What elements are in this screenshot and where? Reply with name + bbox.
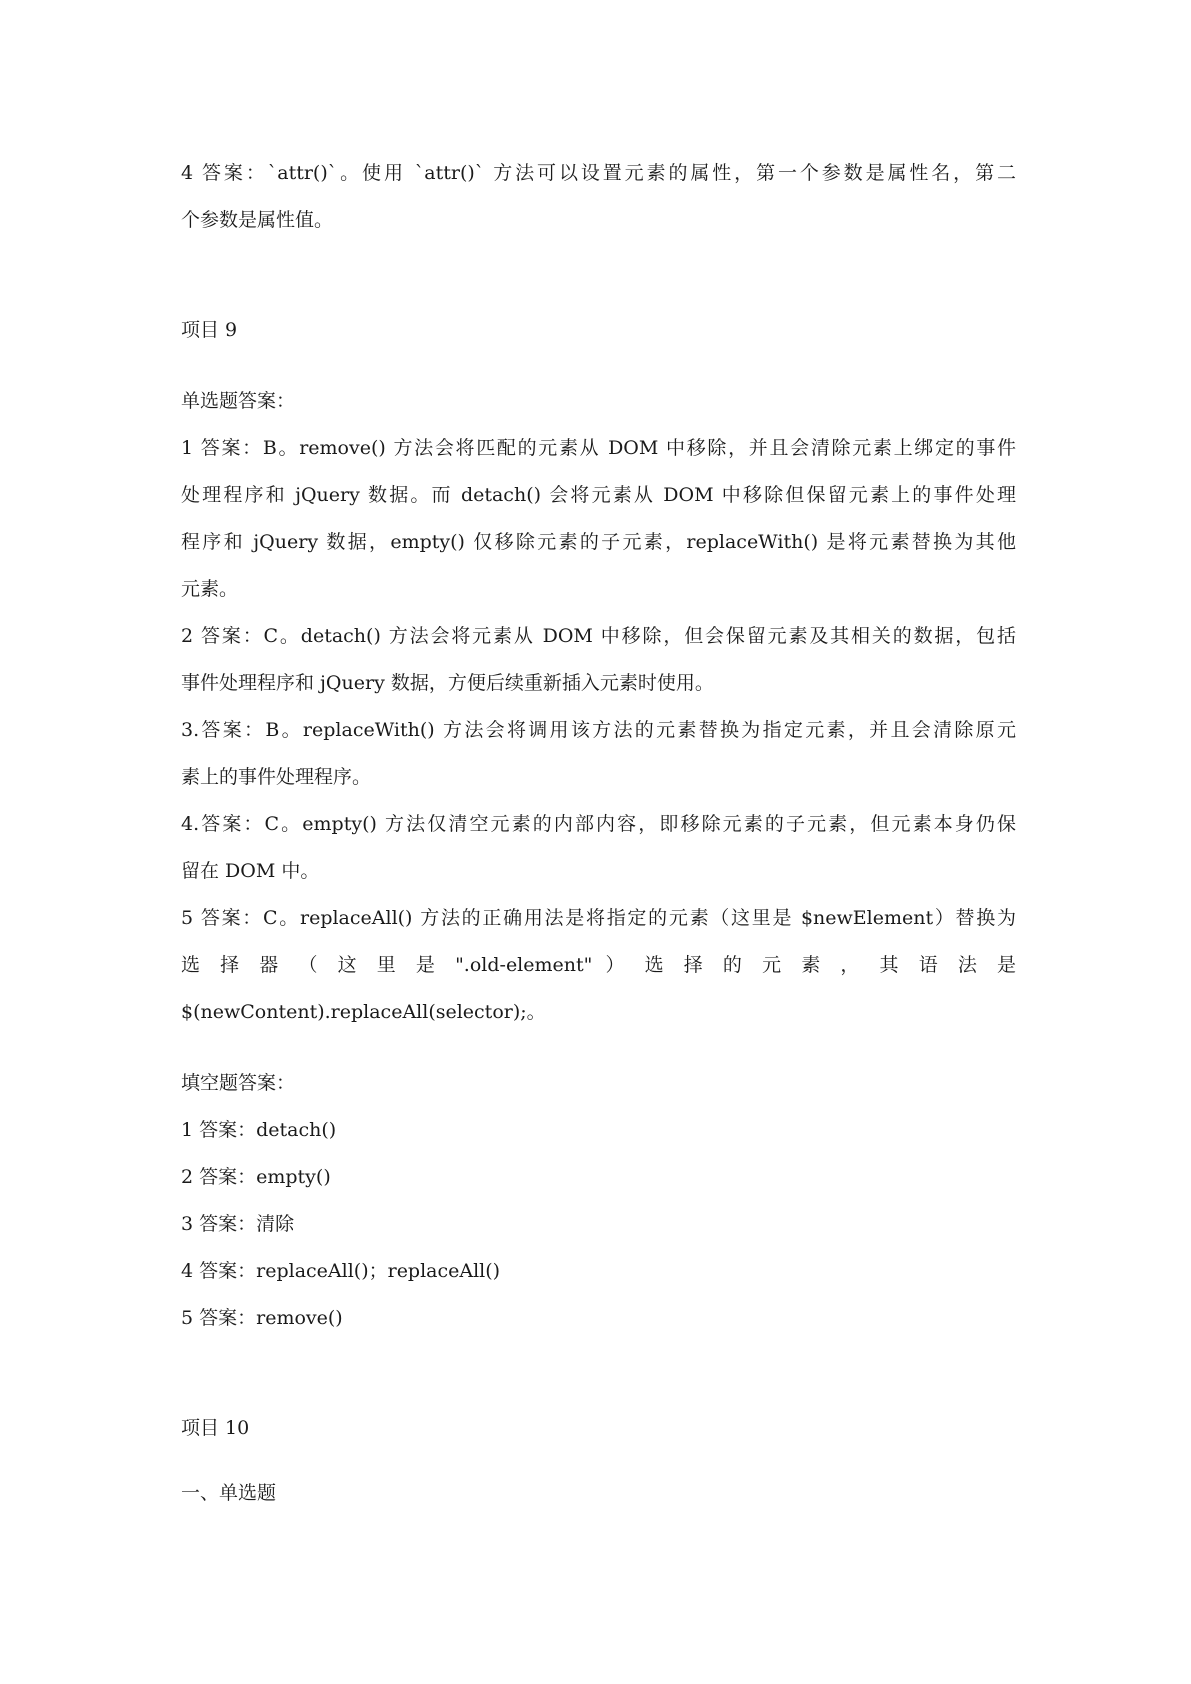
text-line: 单选题答案： — [181, 390, 296, 412]
text-line: $(newContent).replaceAll(selector);。 — [181, 1001, 546, 1023]
text-line: 5 答案：remove() — [181, 1307, 343, 1329]
document-body — [181, 150, 1016, 1517]
text-line: 项目 10 — [181, 1417, 250, 1439]
text-line: 填空题答案： — [181, 1072, 296, 1094]
text-line: 项目 9 — [181, 319, 238, 341]
text-line: 个参数是属性值。 — [181, 209, 334, 231]
text-line: 事件处理程序和 jQuery 数据，方便后续重新插入元素时使用。 — [181, 672, 714, 694]
text-line: 留在 DOM 中。 — [181, 860, 320, 882]
paragraph-gap — [181, 354, 1016, 378]
text-line: 4 答案：`attr()`。使用 `attr()` 方法可以设置元素的属性，第一个参数是属性名，第二 — [181, 162, 1016, 184]
paragraph-gap — [181, 1452, 1016, 1470]
text-line: 处理程序和 jQuery 数据。而 detach() 会将元素从 DOM 中移除但保留元素上的事件处理 — [181, 484, 1016, 506]
text-line: 选 择 器 （ 这 里 是 ".old-element" ） 选 择 的 元 素 ， 其 语 法 是 — [181, 954, 1016, 976]
text-line: 1 答案：B。remove() 方法会将匹配的元素从 DOM 中移除，并且会清除元素上绑定的事件 — [181, 437, 1016, 459]
text-line: 一、单选题 — [181, 1482, 277, 1504]
text-line: 3 答案：清除 — [181, 1213, 295, 1235]
paragraph-gap — [181, 1342, 1016, 1405]
text-line: 3.答案：B。replaceWith() 方法会将调用该方法的元素替换为指定元素，并且会清除原元 — [181, 719, 1016, 741]
text-line: 2 答案：empty() — [181, 1166, 331, 1188]
text-line: 元素。 — [181, 578, 239, 600]
text-line: 4.答案：C。empty() 方法仅清空元素的内部内容，即移除元素的子元素，但元素本身仍保 — [181, 813, 1016, 835]
paragraph-gap — [181, 244, 1016, 307]
text-line: 2 答案：C。detach() 方法会将元素从 DOM 中移除，但会保留元素及其相关的数据，包括 — [181, 625, 1016, 647]
text-line: 程序和 jQuery 数据，empty() 仅移除元素的子元素，replaceWith() 是将元素替换为其他 — [181, 531, 1016, 553]
paragraph-gap — [181, 1036, 1016, 1060]
text-line: 素上的事件处理程序。 — [181, 766, 372, 788]
text-line: 4 答案：replaceAll()；replaceAll() — [181, 1260, 501, 1282]
text-line: 5 答案：C。replaceAll() 方法的正确用法是将指定的元素（这里是 $newElement）替换为 — [181, 907, 1016, 929]
text-line: 1 答案：detach() — [181, 1119, 337, 1141]
